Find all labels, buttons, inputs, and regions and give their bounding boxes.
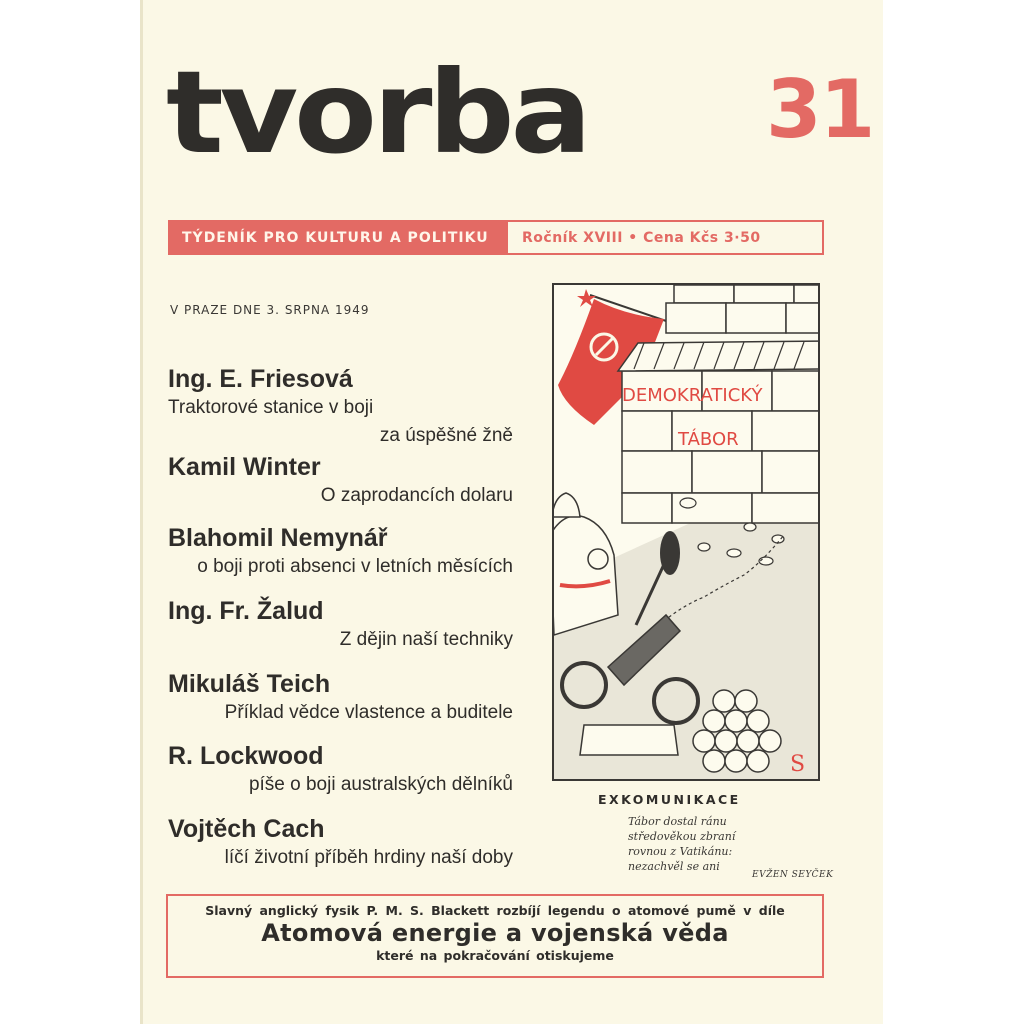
ramrod-brush (660, 531, 680, 575)
caption-line: rovnou z Vatikánu: (628, 845, 733, 858)
tiara (554, 493, 580, 517)
caption-line: Tábor dostal ránu (628, 815, 727, 828)
article-title: píše o boji australských dělníků (248, 774, 513, 795)
article-author: Mikuláš Teich (168, 670, 331, 698)
article-author: Vojtěch Cach (168, 815, 325, 843)
masthead-title: tvorba (166, 46, 588, 179)
article-entry (168, 814, 513, 872)
figure-head (588, 549, 608, 569)
sign-text: TÁBOR (678, 429, 739, 450)
article-title: líčí životní příběh hrdiny naší doby (224, 847, 513, 868)
feature-headline: Atomová energie a vojenská věda (261, 919, 729, 947)
article-entry (168, 452, 513, 510)
sign-text: DEMOKRATICKÝ (622, 385, 763, 406)
cartoon-caption (628, 814, 828, 874)
cartoon-author: EVŽEN SEYČEK (752, 870, 834, 880)
article-title: za úspěšné žně (379, 425, 513, 446)
cannon-base (580, 725, 678, 755)
article-author: Kamil Winter (168, 453, 321, 481)
masthead-banner (168, 220, 824, 255)
cartoon-illustration (552, 283, 820, 781)
article-author: Ing. Fr. Žalud (168, 597, 324, 625)
feature-intro: Slavný anglický fysik P. M. S. Blackett rozbíjí legendu o atomové pumě v díle (205, 903, 785, 918)
article-title: o boji proti absenci v letních měsících (197, 556, 513, 577)
article-entry (168, 669, 513, 727)
article-entry (168, 364, 513, 450)
awning (618, 341, 818, 371)
cartoon-caption-title: EXKOMUNIKACE (598, 792, 741, 807)
cartoon-drawing (554, 285, 818, 779)
article-title: O zaprodancích dolaru (320, 485, 513, 506)
article-author: Ing. E. Friesová (168, 365, 353, 393)
article-title: Z dějin naší techniky (339, 629, 513, 650)
article-title: Příklad vědce vlastence a buditele (224, 702, 513, 723)
issue-number: 31 (766, 63, 874, 156)
article-entry (168, 523, 513, 581)
article-entry (168, 596, 513, 654)
date-line: V PRAZE DNE 3. SRPNA 1949 (170, 303, 370, 317)
article-author: R. Lockwood (168, 742, 324, 770)
article-title: Traktorové stanice v boji (168, 397, 374, 418)
tagline: TÝDENÍK PRO KULTURU A POLITIKU (170, 222, 508, 253)
artist-signature: S (790, 752, 806, 777)
article-entry (168, 741, 513, 799)
caption-line: středověkou zbraní (628, 830, 736, 843)
caption-line: nezachvěl se ani (628, 860, 720, 873)
figure-body (554, 516, 618, 635)
feature-box (166, 894, 824, 978)
article-author: Blahomil Nemynář (168, 524, 388, 552)
volume-price: Ročník XVIII • Cena Kčs 3·50 (522, 229, 761, 246)
feature-note: které na pokračování otiskujeme (376, 948, 614, 963)
